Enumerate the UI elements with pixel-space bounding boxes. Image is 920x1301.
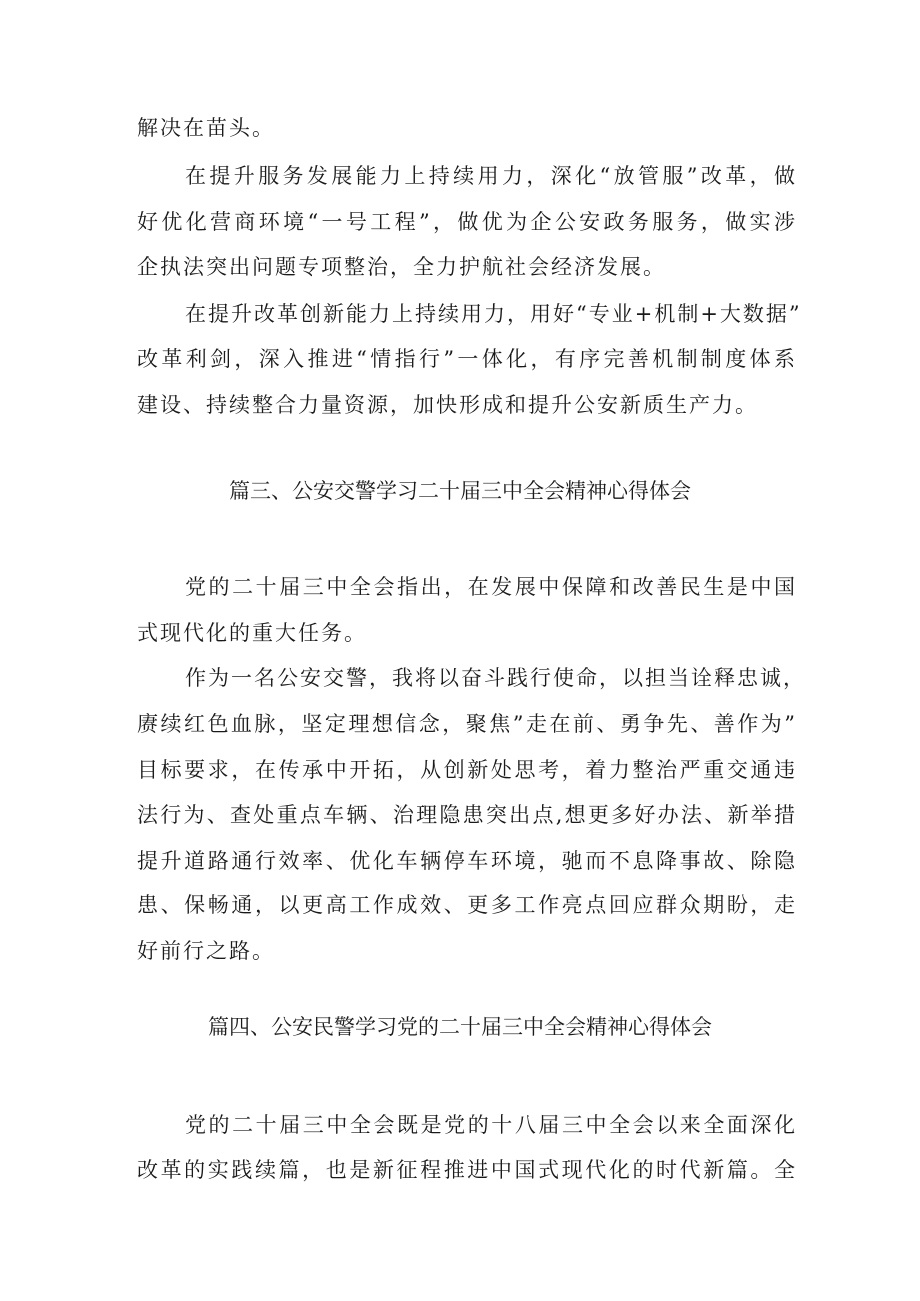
paragraph-line: 在提升服务发展能力上持续用力，深化“放管服”改革，做 [185, 164, 797, 188]
paragraph-line: 式现代化的重大任务。 [137, 621, 367, 645]
paragraph-line: 目标要求，在传承中开拓，从创新处思考，着力整治严重交通违 [137, 758, 797, 782]
paragraph-line: 企执法突出问题专项整治，全力护航社会经济发展。 [137, 255, 666, 279]
paragraph-line: 改革利剑，深入推进“情指行”一体化，有序完善机制制度体系 [137, 347, 797, 371]
section-heading: 篇三、公安交警学习二十届三中全会精神心得体会 [229, 479, 691, 503]
paragraph-line: 法行为、查处重点车辆、治理隐患突出点,想更多好办法、新举措 [137, 803, 797, 827]
paragraph-line: 好优化营商环境“一号工程”，做优为企公安政务服务，做实涉 [137, 210, 797, 234]
paragraph-line: 解决在苗头。 [137, 116, 275, 140]
paragraph-line: 改革的实践续篇，也是新征程推进中国式现代化的时代新篇。全 [137, 1158, 797, 1182]
paragraph-line: 赓续红色血脉，坚定理想信念，聚焦”走在前、勇争先、善作为” [137, 712, 797, 736]
section-heading: 篇四、公安民警学习党的二十届三中全会精神心得体会 [208, 1015, 712, 1039]
paragraph-line: 患、保畅通，以更高工作成效、更多工作亮点回应群众期盼，走 [137, 893, 797, 917]
paragraph-line: 党的二十届三中全会既是党的十八届三中全会以来全面深化 [185, 1113, 797, 1137]
paragraph-line: 建设、持续整合力量资源，加快形成和提升公安新质生产力。 [137, 393, 758, 417]
paragraph-line: 作为一名公安交警，我将以奋斗践行使命，以担当诠释忠诚， [185, 666, 806, 690]
paragraph-line: 好前行之路。 [137, 939, 275, 963]
paragraph-line: 党的二十届三中全会指出，在发展中保障和改善民生是中国 [185, 575, 797, 599]
paragraph-line: 在提升改革创新能力上持续用力，用好“专业+机制+大数据” [185, 302, 802, 326]
paragraph-line: 提升道路通行效率、优化车辆停车环境，驰而不息降事故、除隐 [137, 849, 797, 873]
